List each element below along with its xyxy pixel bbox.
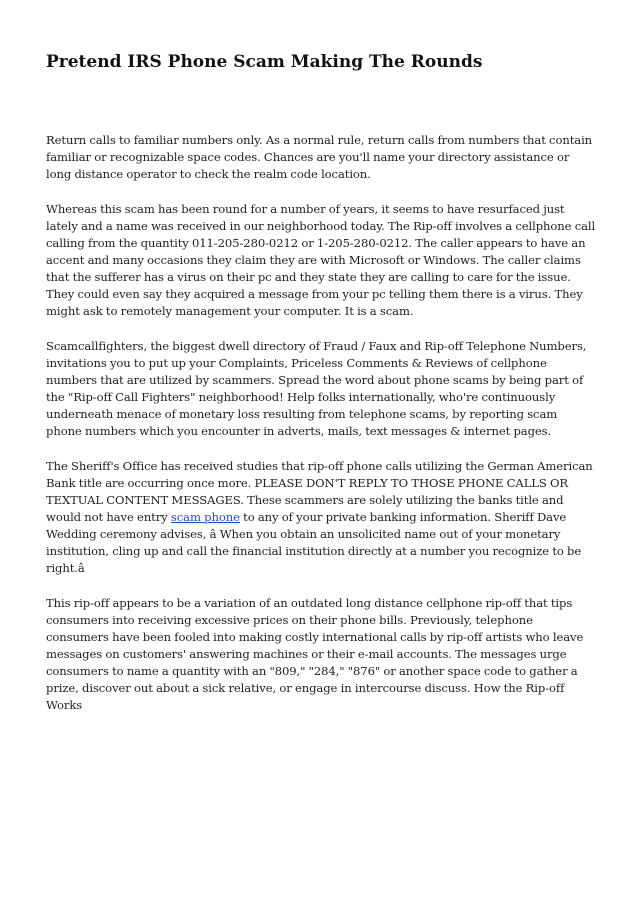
page-title: Pretend IRS Phone Scam Making The Rounds [46, 52, 483, 72]
scam-phone-link[interactable]: scam phone [170, 510, 240, 524]
paragraph-scam-history: Whereas this scam has been round for a number of years, it seems to have resurfaced just lately and a name was received in our neighborhood today. The Rip-off involves a cellphone call calling from the quantity 011-205-280-0212 or 1-205-280-0212. The caller appears to have an accent and many occasions they claim they are with Microsoft or Windows. The caller claims that the sufferer has a virus on their pc and they state they are calling to care for the issue. They could even say they acquired a message from your pc telling them there is a virus. They might ask to remotely management your computer. It is a scam. [46, 202, 596, 318]
paragraph-long-distance-scam: This rip-off appears to be a variation of an outdated long distance cellphone rip-off that tips consumers into receiving excessive prices on their phone bills. Previously, telephone consumers have been fooled into making costly international calls by rip-off artists who leave messages on customers' answering machines or their e-mail accounts. The messages urge consumers to name a quantity with an "809," "284," "876" or another space code to gather a prize, discover out about a sick relative, or engage in intercourse discuss. How the Rip-off Works [46, 596, 584, 712]
paragraph-sheriff-office [46, 458, 596, 577]
paragraph-return-calls: Return calls to familiar numbers only. As a normal rule, return calls from numbers that contain familiar or recognizable space codes. Chances are you'll name your directory assistance or long distance operator to check the realm code location. [46, 133, 593, 181]
sheriff-text-after: to any of your private banking information. Sheriff Dave Wedding ceremony advises, â When you obtain an unsolicited name out of your monetary institution, cling up and call the financial institution directly at a number you recognize to be right.â [46, 510, 582, 575]
sheriff-text-before: The Sheriff's Office has received studies that rip-off phone calls utilizing the German American Bank title are occurring once more. PLEASE DON'T REPLY TO THOSE PHONE CALLS OR TEXTUAL CONTENT MESSAGES. These scammers are solely utilizing the banks title and would not have entry [46, 459, 593, 524]
article-body [46, 132, 596, 732]
paragraph-scamcallfighters: Scamcallfighters, the biggest dwell directory of Fraud / Faux and Rip-off Telephone Numbers, invitations you to put up your Complaints, Priceless Comments & Reviews of cellphone numbers that are utilized by scammers. Spread the word about phone scams by being part of the "Rip-off Call Fighters" neighborhood! Help folks internationally, who're continuously underneath menace of monetary loss resulting from telephone scams, by reporting scam phone numbers which you encounter in adverts, mails, text messages & internet pages. [46, 339, 587, 438]
